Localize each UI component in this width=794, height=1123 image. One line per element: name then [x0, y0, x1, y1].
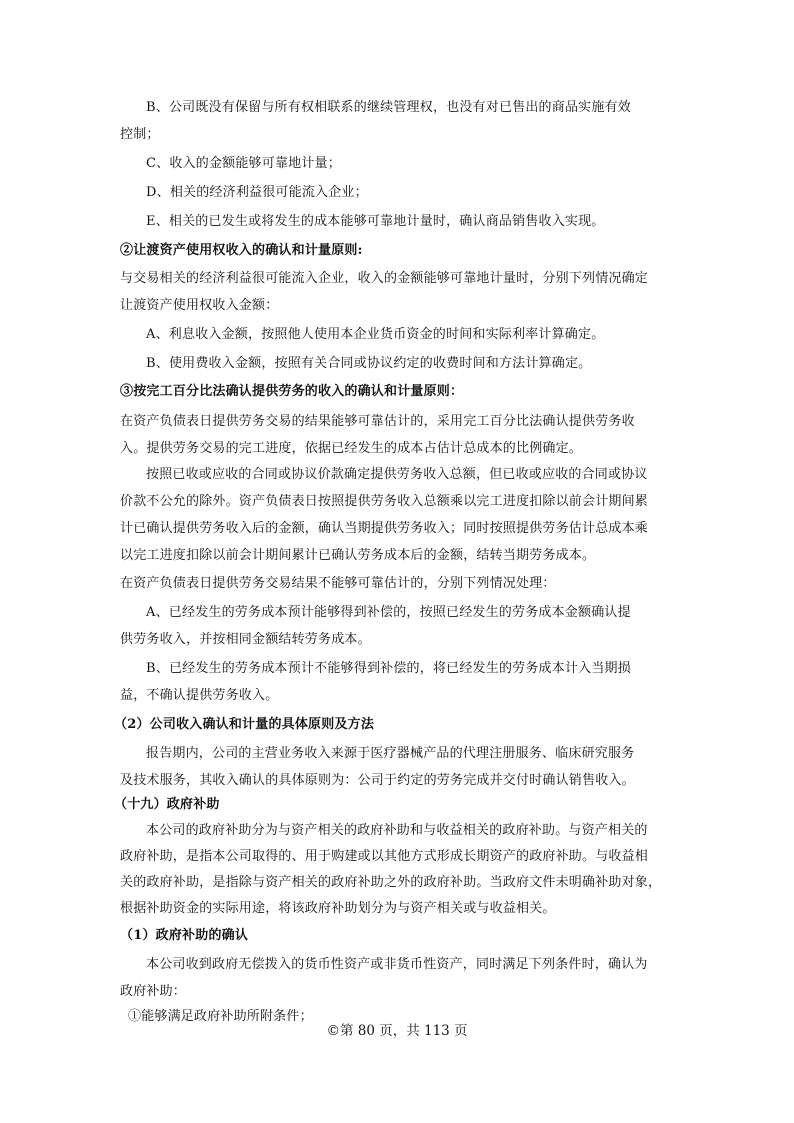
text-line: B、使用费收入金额，按照有关合同或协议约定的收费时间和方法计算确定。	[146, 356, 592, 371]
text-line: B、公司既没有保留与所有权相联系的继续管理权，也没有对已售出的商品实施有效	[146, 100, 631, 115]
text-line: 政府补助，是指本公司取得的、用于购建或以其他方式形成长期资产的政府补助。与收益相	[120, 849, 649, 864]
text-line: 及技术服务，其收入确认的具体原则为：公司于约定的劳务完成并交付时确认销售收入。	[120, 773, 635, 788]
text-line: 让渡资产使用权收入金额：	[120, 298, 279, 313]
section-heading: （1）政府补助的确认	[120, 928, 249, 943]
section-heading: （十九）政府补助	[114, 797, 220, 812]
text-line: 入。提供劳务交易的完工进度，依据已经发生的成本占估计总成本的比例确定。	[120, 441, 583, 456]
text-line: 价款不公允的除外。资产负债表日按照提供劳务收入总额乘以完工进度扣除以前会计期间累	[120, 494, 649, 509]
text-line: 报告期内，公司的主营业务收入来源于医疗器械产品的代理注册服务、临床研究服务	[146, 746, 635, 761]
text-line: C、收入的金额能够可靠地计量；	[146, 156, 341, 171]
section-heading: ③按完工百分比法确认提供劳务的收入的确认和计量原则：	[120, 384, 464, 399]
text-line: 供劳务收入，并按相同金额结转劳务成本。	[120, 632, 371, 647]
text-line: 与交易相关的经济利益很可能流入企业，收入的金额能够可靠地计量时，分别下列情况确定	[120, 271, 649, 286]
text-line: D、相关的经济利益很可能流入企业；	[146, 185, 368, 200]
text-line: 控制；	[120, 127, 160, 142]
text-line: A、已经发生的劳务成本预计能够得到补偿的，按照已经发生的劳务成本金额确认提	[146, 605, 631, 620]
text-line: 在资产负债表日提供劳务交易的结果能够可靠估计的，采用完工百分比法确认提供劳务收	[120, 414, 635, 429]
text-line: 按照已收或应收的合同或协议价款确定提供劳务收入总额，但已收或应收的合同或协议	[146, 467, 648, 482]
text-line: 政府补助：	[120, 984, 187, 999]
text-line: ①能够满足政府补助所附条件；	[128, 1009, 313, 1024]
text-line: 益，不确认提供劳务收入。	[120, 688, 279, 703]
text-line: 关的政府补助，是指除与资产相关的政府补助之外的政府补助。当政府文件未明确补助对象，	[120, 875, 662, 890]
text-line: 在资产负债表日提供劳务交易结果不能够可靠估计的，分别下列情况处理：	[120, 576, 556, 591]
section-heading: ②让渡资产使用权收入的确认和计量原则:	[120, 243, 363, 258]
text-line: 本公司收到政府无偿拨入的货币性资产或非货币性资产，同时满足下列条件时，确认为	[146, 957, 648, 972]
text-line: A、利息收入金额，按照他人使用本企业货币资金的时间和实际利率计算确定。	[146, 327, 605, 342]
page-footer: ©第 80 页，共 113 页	[326, 1023, 468, 1039]
section-heading: （2）公司收入确认和计量的具体原则及方法	[114, 717, 375, 732]
text-line: 以完工进度扣除以前会计期间累计已确认劳务成本后的金额，结转当期劳务成本。	[120, 548, 596, 563]
text-line: 本公司的政府补助分为与资产相关的政府补助和与收益相关的政府补助。与资产相关的	[146, 823, 648, 838]
text-line: B、已经发生的劳务成本预计不能够得到补偿的，将已经发生的劳务成本计入当期损	[146, 661, 631, 676]
text-line: 根据补助资金的实际用途，将该政府补助划分为与资产相关或与收益相关。	[120, 901, 556, 916]
text-line: E、相关的已发生或将发生的成本能够可靠地计量时，确认商品销售收入实现。	[146, 214, 605, 229]
text-line: 计已确认提供劳务收入后的金额，确认当期提供劳务收入；同时按照提供劳务估计总成本乘	[120, 521, 649, 536]
